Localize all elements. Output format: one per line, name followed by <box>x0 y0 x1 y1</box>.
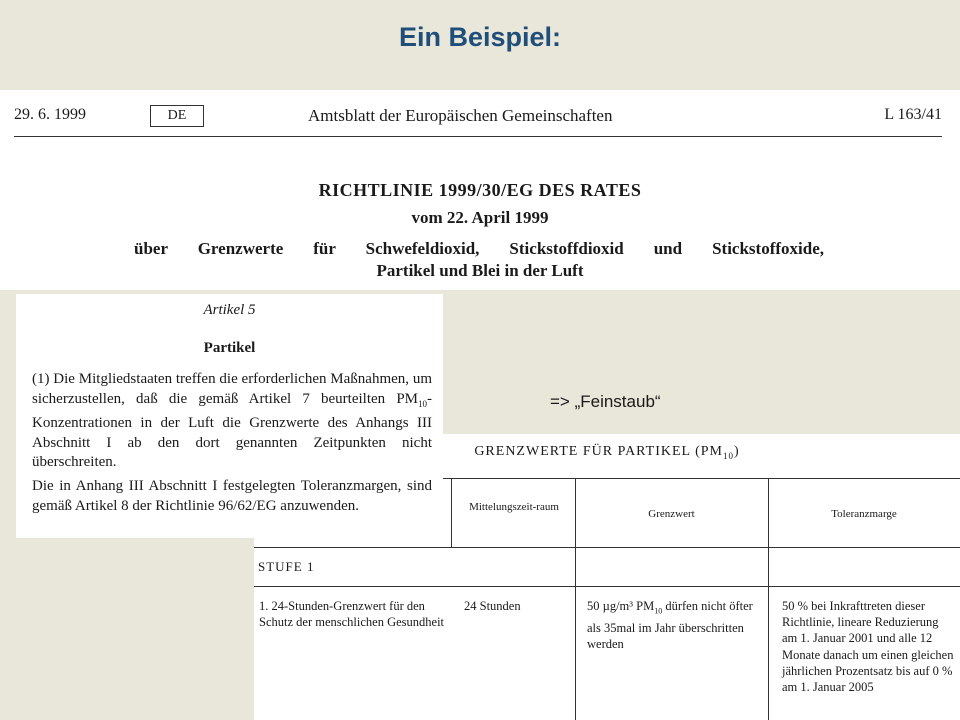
slide-title: Ein Beispiel: <box>398 22 562 52</box>
row1-limit: 50 µg/m³ $PM_{10}$ dürfen nicht öfter als 35mal im Jahr überschritten werden <box>587 599 753 651</box>
row1-period: 24 Stunden <box>464 599 521 613</box>
journal-header-excerpt <box>0 90 960 290</box>
journal-page-ref: L 163/41 <box>884 106 942 123</box>
table-rule-header <box>254 547 960 548</box>
journal-name: Amtsblatt der Europäischen Gemeinschaften <box>308 106 613 125</box>
feinstaub-callout: => „Feinstaub“ <box>550 392 661 411</box>
article-paragraph-1: (1) Die Mitgliedstaaten treffen die erforderlichen Maßnahmen, um sicherzustellen, daß die gemäß Artikel 7 beurteilten $PM_{10}$-Konzentrationen in der Luft die Grenzwerte des Anhangs III Abschnitt I ab den dort genannten Zeitpunkten nicht überschreiten. <box>32 371 432 470</box>
journal-date: 29. 6. 1999 <box>14 106 86 123</box>
row1-margin: 50 % bei Inkrafttreten dieser Richtlinie, lineare Reduzierung am 1. Januar 2001 und alle 12 Monate danach um einen gleichen jährlichen Prozentsatz bis auf 0 % am 1. Januar 2005 <box>782 599 954 695</box>
row1-label: 1. 24-Stunden-Grenzwert für den Schutz der menschlichen Gesundheit <box>259 599 445 630</box>
table-col-divider-1 <box>451 478 452 547</box>
directive-date: vom 22. April 1999 <box>411 208 549 227</box>
stage-label: STUFE 1 <box>258 559 315 574</box>
col-header-period: Mittelungszeit-raum <box>469 501 559 513</box>
table-title: GRENZWERTE FÜR PARTIKEL $(PM_{10})$ <box>474 444 740 461</box>
col-header-margin: Toleranzmarge <box>831 508 897 520</box>
directive-subject-line1: über Grenzwerte für Schwefeldioxid, Stickstoffdioxid und Stickstoffoxide, <box>134 239 824 258</box>
article-heading: Partikel <box>203 340 256 356</box>
col-header-limit: Grenzwert <box>648 508 695 520</box>
directive-subject-line2: Partikel und Blei in der Luft <box>376 261 584 280</box>
language-code-box: DE <box>150 105 204 127</box>
header-rule <box>14 136 942 137</box>
journal-header-line <box>14 106 942 132</box>
article-paragraph-2: Die in Anhang III Abschnitt I festgelegten Toleranzmargen, sind gemäß Artikel 8 der Richtlinie 96/62/EG anzuwenden. <box>32 478 432 514</box>
table-rule-stage <box>254 586 960 587</box>
article-5-excerpt <box>16 294 443 538</box>
directive-title: RICHTLINIE 1999/30/EG DES RATES <box>318 180 642 200</box>
article-number: Artikel 5 <box>203 302 256 318</box>
